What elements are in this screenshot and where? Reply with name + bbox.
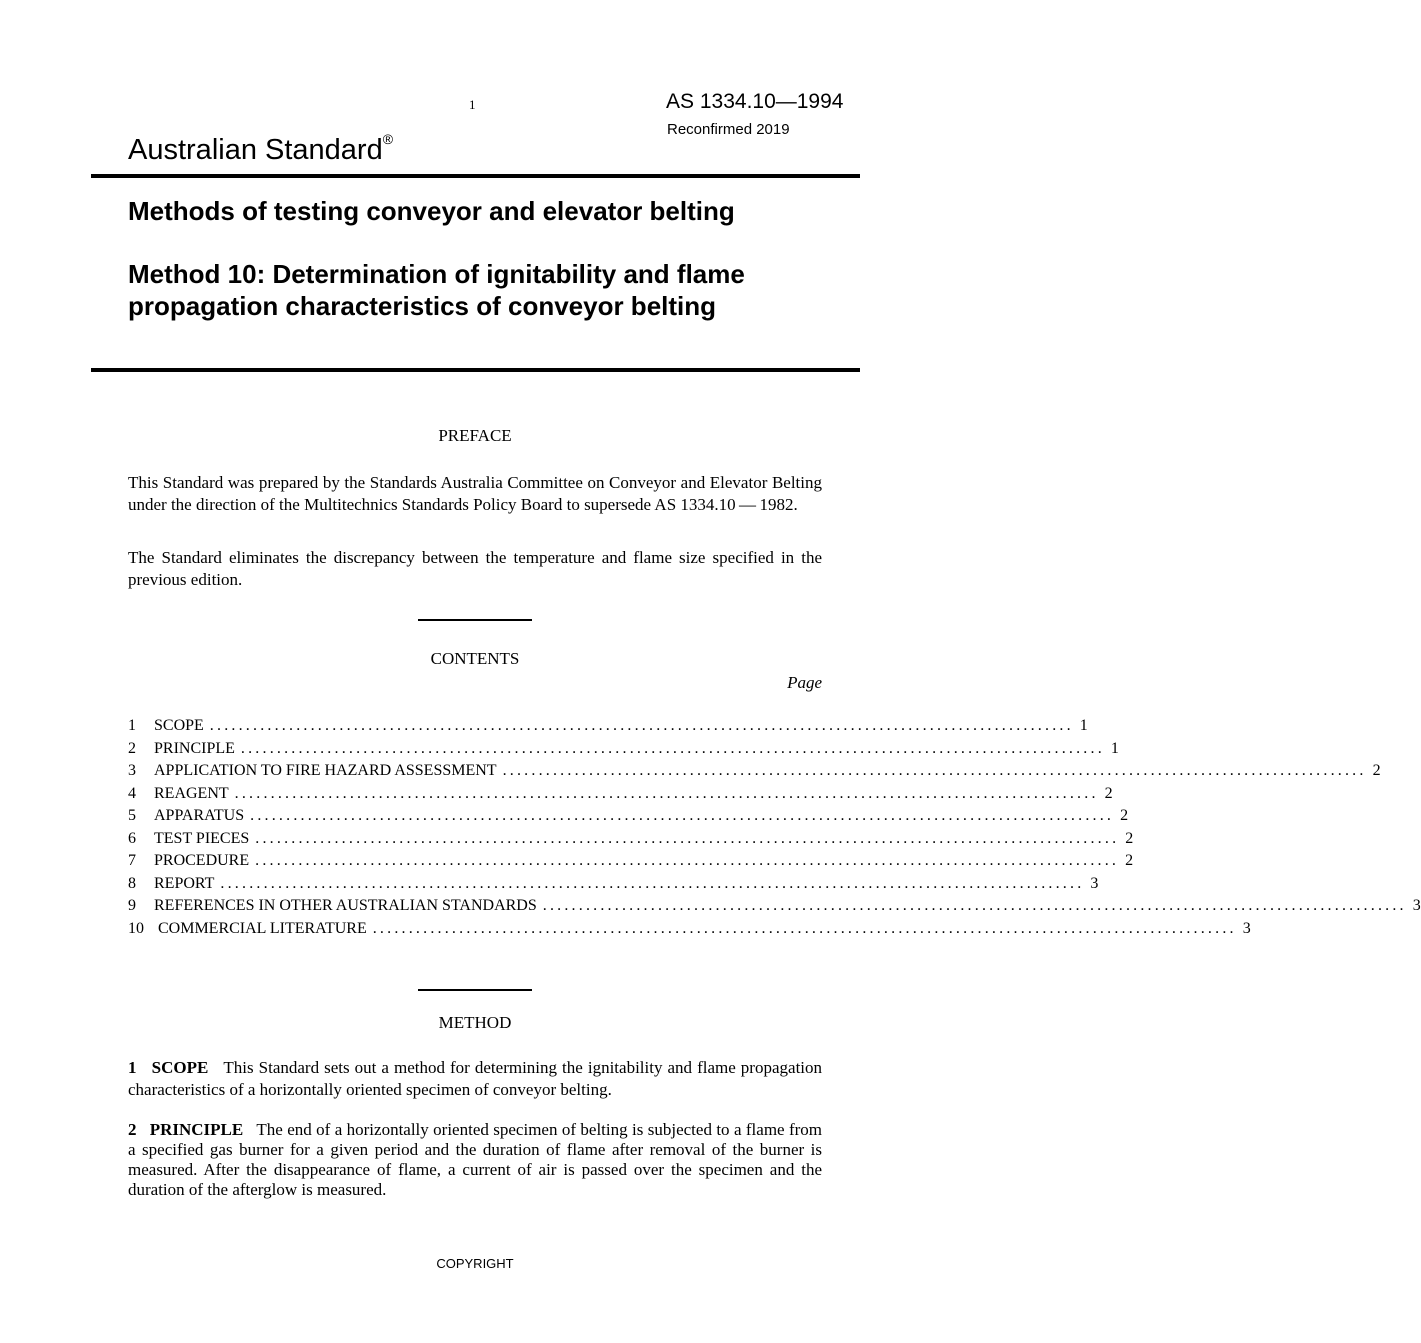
preface-paragraph: The Standard eliminates the discrepancy between the temperature and flame size specified in the previous edition. <box>128 548 822 589</box>
contents-heading: CONTENTS <box>430 649 520 668</box>
toc-number: 4 <box>128 784 136 802</box>
toc-leader-dots: ........................................................................................................................ <box>209 717 1074 734</box>
toc-page: 2 <box>1372 762 1381 779</box>
registered-mark: ® <box>382 131 394 148</box>
copyright-footer: COPYRIGHT <box>436 1256 514 1271</box>
toc-leader-dots: ........................................................................................................................ <box>255 852 1120 869</box>
toc-title: COMMERCIAL LITERATURE <box>158 919 367 937</box>
toc-entry[interactable] <box>128 717 1088 740</box>
standard-number: AS 1334.10—1994 <box>666 90 844 113</box>
toc-title: REPORT <box>154 874 215 892</box>
toc-number: 5 <box>128 807 136 824</box>
principle-clause <box>128 1120 822 1200</box>
section-divider <box>418 619 532 621</box>
toc-entry[interactable] <box>128 784 1113 808</box>
toc-entry[interactable] <box>128 762 1381 785</box>
toc-title: REAGENT <box>154 784 229 802</box>
toc-title: APPLICATION TO FIRE HAZARD ASSESSMENT <box>154 762 497 779</box>
title-rule-bottom <box>91 368 860 372</box>
page-number: 1 <box>469 97 476 112</box>
brand-title <box>128 131 394 167</box>
toc-leader-dots: ........................................................................................................................ <box>372 919 1237 937</box>
toc-title: TEST PIECES <box>154 829 250 847</box>
toc-title: APPARATUS <box>154 807 245 824</box>
method-heading: METHOD <box>438 1013 512 1032</box>
toc-page: 2 <box>1104 784 1113 802</box>
toc-leader-dots: ........................................................................................................................ <box>220 874 1085 892</box>
toc-page: 1 <box>1110 739 1119 757</box>
toc-page: 2 <box>1125 829 1134 847</box>
toc-entry[interactable] <box>128 897 1421 920</box>
toc-page: 2 <box>1125 852 1134 869</box>
toc-leader-dots: ........................................................................................................................ <box>234 784 1099 802</box>
toc-title: PRINCIPLE <box>154 739 235 757</box>
document-title: Methods of testing conveyor and elevator belting <box>128 196 735 226</box>
method-title: Method 10: Determination of ignitability and flame propagation characteristics of conveyor belting <box>128 259 745 321</box>
toc-entry[interactable] <box>128 874 1099 898</box>
toc-number: 7 <box>128 852 136 869</box>
toc-number: 8 <box>128 874 136 892</box>
toc-entry[interactable] <box>128 919 1251 943</box>
toc-page: 1 <box>1079 717 1088 734</box>
toc-leader-dots: ........................................................................................................................ <box>255 829 1120 847</box>
toc-number: 9 <box>128 897 136 914</box>
clause-title: SCOPE <box>151 1058 209 1077</box>
toc-title: REFERENCES IN OTHER AUSTRALIAN STANDARDS <box>154 897 537 914</box>
toc-page: 3 <box>1412 897 1421 914</box>
toc-leader-dots: ........................................................................................................................ <box>542 897 1407 914</box>
toc-entry[interactable] <box>128 829 1134 853</box>
clause-number: 1 <box>128 1058 137 1077</box>
scope-clause <box>128 1057 822 1101</box>
toc-number: 6 <box>128 829 136 847</box>
toc-page: 2 <box>1120 807 1129 824</box>
toc-title: PROCEDURE <box>154 852 250 869</box>
preface-paragraph: This Standard was prepared by the Standards Australia Committee on Conveyor and Elevator Belting under the direction of the Multitechnics Standards Policy Board to supersede AS 1334.10 — 1982. <box>128 473 822 514</box>
reconfirmed-note: Reconfirmed 2019 <box>667 121 790 138</box>
toc-title: SCOPE <box>154 717 204 734</box>
section-divider <box>418 989 532 991</box>
clause-text: The end of a horizontally oriented specimen of belting is subjected to a flame from a specified gas burner for a given period and the duration of flame after removal of the burner is measured. After the disappearance of flame, a current of air is passed over the specimen and the duration of the afterglow is measured. <box>128 1120 823 1199</box>
toc-entry[interactable] <box>128 807 1129 830</box>
toc-number: 3 <box>128 762 136 779</box>
toc-entry[interactable] <box>128 739 1119 763</box>
toc-page: 3 <box>1242 919 1251 937</box>
page-column-label: Page <box>787 673 822 692</box>
toc-number: 10 <box>128 919 144 937</box>
clause-title: PRINCIPLE <box>149 1120 244 1139</box>
title-rule-top <box>91 174 860 178</box>
toc-entry[interactable] <box>128 852 1134 875</box>
toc-leader-dots: ........................................................................................................................ <box>502 762 1367 779</box>
brand-text: Australian Standard <box>128 134 383 166</box>
preface-heading: PREFACE <box>438 426 512 445</box>
clause-text: This Standard sets out a method for determining the ignitability and flame propagation characteristics of a horizontally oriented specimen of conveyor belting. <box>128 1058 823 1099</box>
toc-page: 3 <box>1090 874 1099 892</box>
toc-number: 1 <box>128 717 136 734</box>
toc-leader-dots: ........................................................................................................................ <box>240 739 1105 757</box>
toc-number: 2 <box>128 739 136 757</box>
table-of-contents <box>128 717 1421 942</box>
clause-number: 2 <box>128 1120 137 1139</box>
toc-leader-dots: ........................................................................................................................ <box>250 807 1115 824</box>
